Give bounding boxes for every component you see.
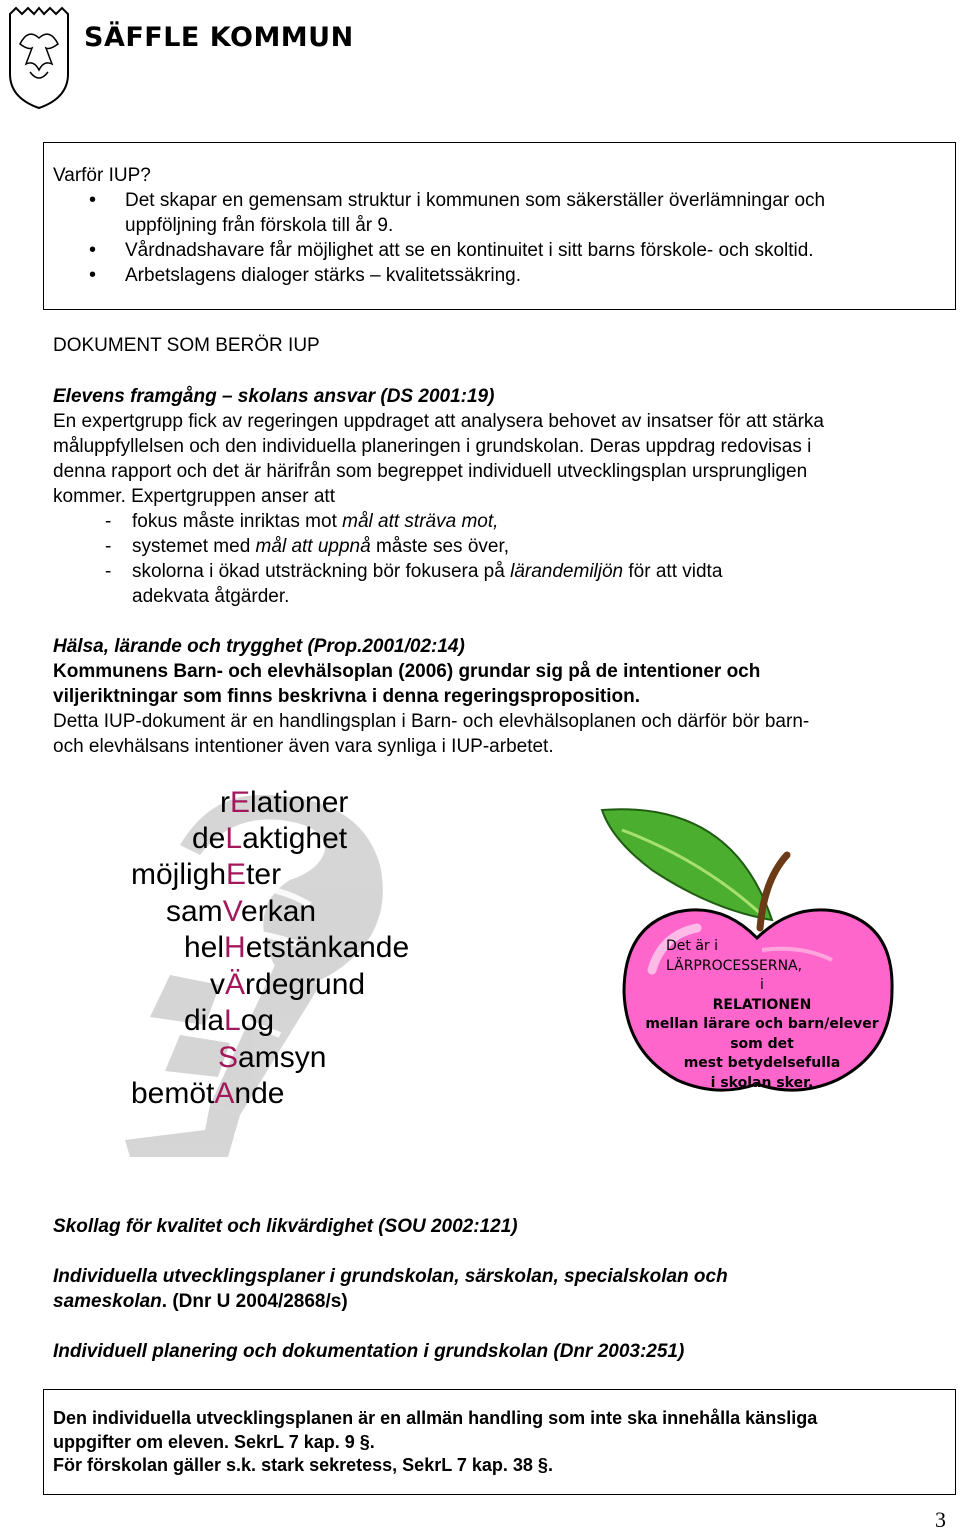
documents-heading: DOKUMENT SOM BERÖR IUP bbox=[53, 335, 320, 356]
apple-line: RELATIONEN bbox=[712, 996, 812, 1013]
why-iup-title: Varför IUP? bbox=[53, 165, 151, 186]
value-word: möjlighEter bbox=[131, 858, 282, 891]
section1-dash-list bbox=[53, 509, 933, 609]
apple-line: i bbox=[760, 977, 764, 993]
paragraph-line: För förskolan gäller s.k. stark sekretess, SekrL 7 kap. 38 §. bbox=[53, 1455, 553, 1475]
value-word: Samsyn bbox=[218, 1041, 327, 1074]
apple-caption bbox=[632, 937, 892, 1093]
confidentiality-text bbox=[53, 1407, 817, 1478]
paragraph-line: måluppfyllelsen och den individuella planeringen i grundskolan. Deras uppdrag redovisas i bbox=[53, 436, 812, 457]
bullet-item: • Arbetslagens dialoger stärks – kvalitetssäkring. bbox=[53, 263, 814, 288]
apple-line: mest betydelsefulla bbox=[683, 1055, 841, 1071]
bullet-continuation: uppföljning från förskola till år 9. bbox=[125, 215, 394, 236]
section-title-halsa: Hälsa, lärande och trygghet (Prop.2001/02:14) bbox=[53, 636, 465, 657]
why-iup-box bbox=[43, 142, 956, 310]
paragraph-line: denna rapport och det är härifrån som begreppet individuell utvecklingsplan ursprungligen bbox=[53, 461, 808, 482]
section2-bold-paragraph bbox=[53, 659, 760, 709]
paragraph-line: Detta IUP-dokument är en handlingsplan i Barn- och elevhälsoplanen och därför bör barn- bbox=[53, 711, 810, 732]
bullet-item: • Vårdnadshavare får möjlighet att se en kontinuitet i sitt barns förskole- och skoltid. bbox=[53, 238, 814, 263]
bullet-item: • Det skapar en gemensam struktur i kommunen som säkerställer överlämningar och bbox=[53, 188, 825, 213]
paragraph-line: Kommunens Barn- och elevhälsoplan (2006) grundar sig på de intentioner och bbox=[53, 661, 761, 682]
dash-item: - systemet med mål att uppnå måste ses över, bbox=[105, 536, 510, 557]
paragraph-line: uppgifter om eleven. SekrL 7 kap. 9 §. bbox=[53, 1431, 375, 1452]
reference-sameskolan: sameskolan. (Dnr U 2004/2868/s) bbox=[53, 1291, 348, 1312]
section-title-elevens-framgang: Elevens framgång – skolans ansvar (DS 2001:19) bbox=[53, 386, 495, 407]
reference-skollag: Skollag för kvalitet och likvärdighet (SOU 2002:121) bbox=[53, 1216, 518, 1237]
value-word: helHetstänkande bbox=[184, 931, 410, 964]
apple-line: Det är i bbox=[666, 938, 719, 954]
org-name: SÄFFLE KOMMUN bbox=[84, 22, 354, 53]
apple-line: som det bbox=[730, 1035, 794, 1052]
apple-line: mellan lärare och barn/elever bbox=[645, 1016, 879, 1032]
dash-item: - skolorna i ökad utsträckning bör fokusera på lärandemiljön för att vidta bbox=[105, 561, 723, 582]
value-word: deLaktighet bbox=[192, 822, 348, 855]
section2-paragraph bbox=[53, 709, 809, 759]
apple-line: i skolan sker. bbox=[710, 1074, 814, 1091]
reference-individuell-planering: Individuell planering och dokumentation i grundskolan (Dnr 2003:251) bbox=[53, 1341, 685, 1362]
paragraph-line: viljeriktningar som finns beskrivna i denna regeringsproposition. bbox=[53, 686, 641, 707]
apple-line: LÄRPROCESSERNA, bbox=[666, 957, 803, 974]
value-word: bemötAnde bbox=[131, 1077, 285, 1110]
paragraph-line: En expertgrupp fick av regeringen uppdraget att analysera behovet av insatser för att stärka bbox=[53, 411, 825, 432]
why-iup-list bbox=[53, 188, 825, 213]
why-iup-list-2 bbox=[53, 238, 814, 288]
paragraph-line: kommer. Expertgruppen anser att bbox=[53, 486, 335, 507]
value-word: vÄrdegrund bbox=[210, 968, 366, 1001]
dash-continuation: adekvata åtgärder. bbox=[132, 586, 290, 607]
dash-item: - fokus måste inriktas mot mål att sträva mot, bbox=[105, 511, 499, 532]
paragraph-line: och elevhälsans intentioner även vara synliga i IUP-arbetet. bbox=[53, 736, 554, 757]
confidentiality-box bbox=[43, 1389, 956, 1495]
reference-individuella-utvecklingsplaner: Individuella utvecklingsplaner i grundskolan, särskolan, specialskolan och bbox=[53, 1266, 728, 1287]
section1-paragraph bbox=[53, 409, 824, 509]
coat-of-arms-logo bbox=[6, 4, 72, 110]
value-word: samVerkan bbox=[166, 895, 317, 928]
page-number: 3 bbox=[935, 1507, 946, 1532]
value-word: diaLog bbox=[184, 1004, 275, 1037]
paragraph-line: Den individuella utvecklingsplanen är en allmän handling som inte ska innehålla känsliga bbox=[53, 1408, 818, 1428]
value-word: rElationer bbox=[220, 786, 349, 819]
